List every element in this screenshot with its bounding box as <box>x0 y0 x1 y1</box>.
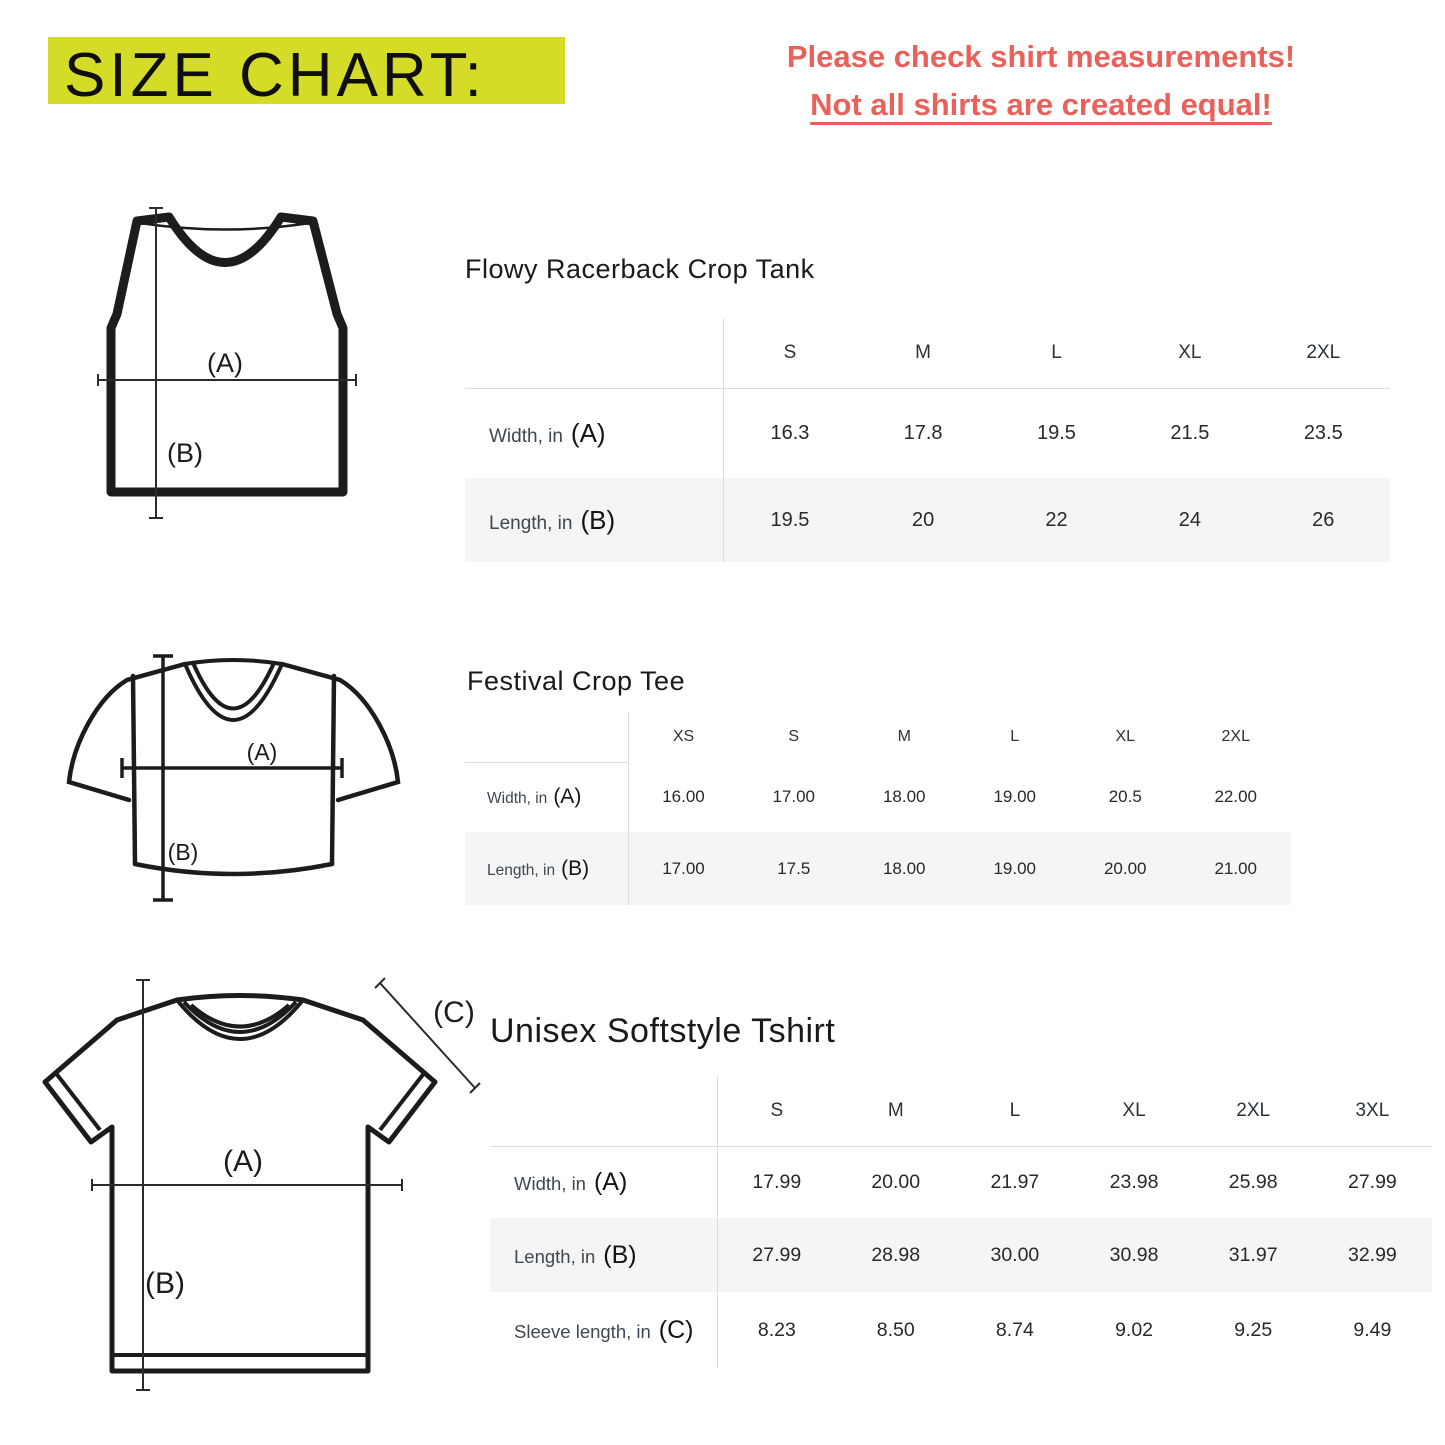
size-column-header: S <box>788 728 800 745</box>
row-label: Width, in <box>489 425 563 447</box>
measurement-value: 24 <box>1178 508 1201 531</box>
measurement-value: 17.5 <box>777 858 811 878</box>
table-corner-cell <box>465 712 628 762</box>
measurement-value: 21.5 <box>1170 421 1210 444</box>
size-column-header: L <box>1010 728 1020 745</box>
row-label: Width, in <box>487 790 548 808</box>
size-column-header: 2XL <box>1221 728 1250 745</box>
section-title-racerback: Flowy Racerback Crop Tank <box>465 254 815 284</box>
row-label: Length, in <box>514 1245 596 1267</box>
row-label: Sleeve length, in <box>514 1320 651 1342</box>
measurement-value: 21.97 <box>990 1170 1040 1193</box>
measurement-value: 23.5 <box>1303 421 1343 444</box>
measurement-value: 19.5 <box>770 508 810 531</box>
measurement-lines <box>92 978 480 1390</box>
row-label: Length, in <box>489 512 573 534</box>
measurement-row <box>465 478 1390 562</box>
width-marker-label: (A) <box>207 348 243 378</box>
measurement-value: 8.50 <box>876 1318 915 1341</box>
size-column-header: M <box>856 318 989 388</box>
length-marker-label: (B) <box>167 438 203 468</box>
measurement-value: 8.23 <box>757 1318 796 1341</box>
measurement-value: 9.02 <box>1115 1318 1154 1341</box>
measurement-value: 26 <box>1312 508 1335 531</box>
size-column-header: L <box>955 1076 1074 1146</box>
measurement-value: 17.8 <box>903 421 943 444</box>
measurement-value: 20 <box>911 508 935 531</box>
measurement-value: 27.99 <box>1347 1170 1397 1193</box>
notice-line-1: Please check shirt measurements! <box>786 39 1296 74</box>
measurement-row <box>465 832 1291 905</box>
size-column-header: XL <box>1074 1076 1193 1146</box>
table-corner-cell <box>465 318 723 388</box>
section-title-festival: Festival Crop Tee <box>467 666 686 696</box>
measurement-value: 20.00 <box>871 1170 921 1193</box>
collar-arc <box>191 1005 289 1027</box>
page-title: SIZE CHART: <box>64 41 486 110</box>
measurement-value: 20.00 <box>1103 858 1147 878</box>
size-column-header: M <box>897 728 911 745</box>
measurement-value: 16.3 <box>770 421 810 444</box>
sleeve-marker-label: (C) <box>433 996 475 1029</box>
crop-tee-diagram <box>55 632 425 932</box>
measurement-value: 18.00 <box>882 787 926 806</box>
size-column-header: XS <box>672 728 695 745</box>
measurement-row <box>490 1146 1432 1218</box>
measurement-value: 9.49 <box>1353 1318 1392 1341</box>
size-column-header: 3XL <box>1313 1076 1432 1146</box>
row-header-cell <box>465 762 628 832</box>
row-marker: (B) <box>580 504 616 535</box>
measurement-value: 19.00 <box>993 787 1037 806</box>
measurement-row <box>465 762 1291 832</box>
row-marker: (C) <box>658 1315 694 1344</box>
notice-line-2: Not all shirts are created equal! <box>810 87 1272 122</box>
measurement-value: 19.5 <box>1037 421 1076 444</box>
row-marker: (A) <box>570 417 606 448</box>
measurement-value: 30.00 <box>990 1243 1040 1266</box>
table-corner-cell <box>490 1076 717 1146</box>
racerback-tank-diagram <box>85 196 385 531</box>
racerback-size-table <box>465 318 1390 562</box>
row-header-cell <box>490 1146 717 1218</box>
measurement-value: 21.00 <box>1214 858 1258 878</box>
unisex-tshirt-diagram <box>25 970 490 1410</box>
row-header-cell <box>490 1218 717 1292</box>
measurement-value: 8.74 <box>995 1318 1034 1341</box>
tshirt-outline <box>45 996 435 1372</box>
row-header-cell <box>490 1292 717 1368</box>
measurement-lines <box>122 656 342 900</box>
tank-back-neckline <box>140 223 310 230</box>
size-column-header: S <box>723 318 856 388</box>
row-marker: (A) <box>593 1167 628 1196</box>
size-column-header: XL <box>1123 318 1256 388</box>
size-column-header: XL <box>1115 728 1136 745</box>
measurement-value: 9.25 <box>1234 1318 1273 1341</box>
measurement-value: 17.00 <box>662 858 705 878</box>
length-marker-label: (B) <box>145 1267 185 1300</box>
measurement-row <box>490 1218 1432 1292</box>
measurement-notice <box>726 33 1356 129</box>
row-marker: (A) <box>553 785 582 809</box>
measurement-value: 30.98 <box>1109 1243 1159 1266</box>
row-header-cell <box>465 478 723 562</box>
measurement-value: 25.98 <box>1228 1170 1278 1193</box>
size-column-header: M <box>836 1076 955 1146</box>
length-marker-label: (B) <box>167 839 199 865</box>
measurement-value: 19.00 <box>993 858 1037 878</box>
width-marker-label: (A) <box>223 1145 263 1178</box>
measurement-value: 27.99 <box>752 1243 802 1266</box>
measurement-value: 22.00 <box>1214 787 1258 806</box>
section-title-unisex: Unisex Softstyle Tshirt <box>490 1012 836 1050</box>
row-marker: (B) <box>561 856 590 880</box>
row-label: Length, in <box>487 861 556 879</box>
measurement-value: 28.98 <box>871 1243 921 1266</box>
table-header-row <box>465 712 1291 762</box>
measurement-value: 17.99 <box>752 1170 802 1193</box>
measurement-value: 32.99 <box>1347 1243 1397 1266</box>
size-column-header: L <box>990 318 1123 388</box>
measurement-value: 31.97 <box>1228 1243 1278 1266</box>
unisex-size-table <box>490 1076 1432 1368</box>
size-column-header: 2XL <box>1194 1076 1313 1146</box>
size-column-header: S <box>717 1076 836 1146</box>
row-marker: (B) <box>603 1240 637 1269</box>
measurement-value: 20.5 <box>1108 787 1142 806</box>
table-header-row <box>465 318 1390 388</box>
row-header-cell <box>465 832 628 905</box>
measurement-value: 16.00 <box>662 787 705 806</box>
size-column-header: 2XL <box>1257 318 1390 388</box>
row-label: Width, in <box>514 1172 586 1194</box>
measurement-value: 17.00 <box>772 787 816 806</box>
width-marker-label: (A) <box>246 739 278 765</box>
measurement-row <box>465 388 1390 478</box>
row-header-cell <box>465 388 723 478</box>
measurement-row <box>490 1292 1432 1368</box>
measurement-value: 18.00 <box>882 858 926 878</box>
table-header-row <box>490 1076 1432 1146</box>
festival-size-table <box>465 712 1291 905</box>
measurement-value: 23.98 <box>1109 1170 1159 1193</box>
measurement-value: 22 <box>1045 508 1068 531</box>
